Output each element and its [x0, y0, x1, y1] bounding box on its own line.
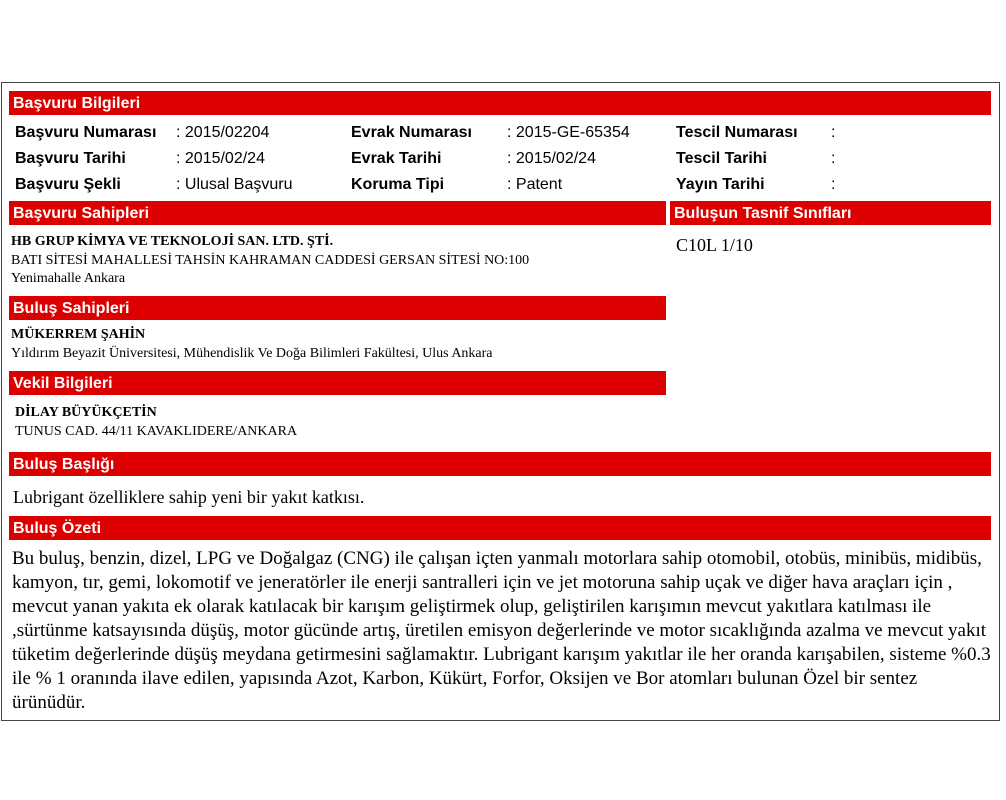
attorney-header: Vekil Bilgileri	[9, 371, 666, 395]
invention-title-header: Buluş Başlığı	[9, 452, 991, 476]
inventor-name: MÜKERREM ŞAHİN	[11, 327, 146, 342]
invention-summary-text: Bu buluş, benzin, dizel, LPG ve Doğalgaz (CNG) ile çalışan içten yanmalı motorlara sahip otomobil, otobüs, minibüs, midibüs, kamyon, tır, gemi, lokomotif ve jeneratörler ile enerji santralleri için ve jet motoruna sahip uçak ve diğer hava araçları için , mevcut yanan yakıta ek olarak katılacak bir karışım geliştirmek olup, geliştirilen karışımın mevcut yakıtlara katılması ile ,sürtünme katsayısında düşüş, motor gücünde artış, üretilen emisyon değerlerinde ve motor sıcaklığında azalma ve mevcut yakıt tüketim değerlerinde düşüş meydana getirmesini sağlamaktır. Lubrigant karışım yakıtlar ile her oranda karışabilen, sisteme %0.3 ile % 1 oranında ilave edilen, yapısında Azot, Karbon, Kükürt, Forfor, Oksijen ve Bor atomları bulunan Özel bir sentez ürünüdür.	[12, 548, 991, 713]
attorney-name: DİLAY BÜYÜKÇETİN	[15, 405, 157, 420]
invention-title: Lubrigant özelliklere sahip yeni bir yakıt katkısı.	[13, 487, 365, 507]
classification-code: C10L 1/10	[676, 235, 753, 255]
applicant-address-line1: BATI SİTESİ MAHALLESİ TAHSİN KAHRAMAN CADDESİ GERSAN SİTESİ NO:100	[11, 253, 530, 268]
registration-date-label: Tescil Tarihi	[676, 150, 767, 167]
applicants-header: Başvuru Sahipleri	[9, 201, 666, 225]
application-info-header: Başvuru Bilgileri	[9, 91, 991, 115]
publication-date-value: :	[831, 176, 836, 193]
attorney-address: TUNUS CAD. 44/11 KAVAKLIDERE/ANKARA	[15, 424, 298, 439]
application-date-value: : 2015/02/24	[176, 150, 265, 167]
document-date-label: Evrak Tarihi	[351, 150, 442, 167]
document-number-value: : 2015-GE-65354	[507, 124, 630, 141]
applicant-address-line2: Yenimahalle Ankara	[11, 271, 126, 286]
application-type-label: Başvuru Şekli	[15, 176, 121, 193]
invention-summary-header: Buluş Özeti	[9, 516, 991, 540]
protection-type-label: Koruma Tipi	[351, 176, 445, 193]
publication-date-label: Yayın Tarihi	[676, 176, 765, 193]
classification-header: Buluşun Tasnif Sınıfları	[670, 201, 991, 225]
inventor-address: Yıldırım Beyazit Üniversitesi, Mühendislik Ve Doğa Bilimleri Fakültesi, Ulus Ankara	[11, 346, 493, 361]
applicant-name: HB GRUP KİMYA VE TEKNOLOJİ SAN. LTD. ŞTİ.	[11, 234, 334, 249]
protection-type-value: : Patent	[507, 176, 563, 193]
document-number-label: Evrak Numarası	[351, 124, 472, 141]
registration-number-label: Tescil Numarası	[676, 124, 798, 141]
application-date-label: Başvuru Tarihi	[15, 150, 126, 167]
application-number-value: : 2015/02204	[176, 124, 270, 141]
registration-date-value: :	[831, 150, 836, 167]
document-date-value: : 2015/02/24	[507, 150, 596, 167]
application-type-value: : Ulusal Başvuru	[176, 176, 293, 193]
registration-number-value: :	[831, 124, 836, 141]
inventors-header: Buluş Sahipleri	[9, 296, 666, 320]
application-number-label: Başvuru Numarası	[15, 124, 157, 141]
